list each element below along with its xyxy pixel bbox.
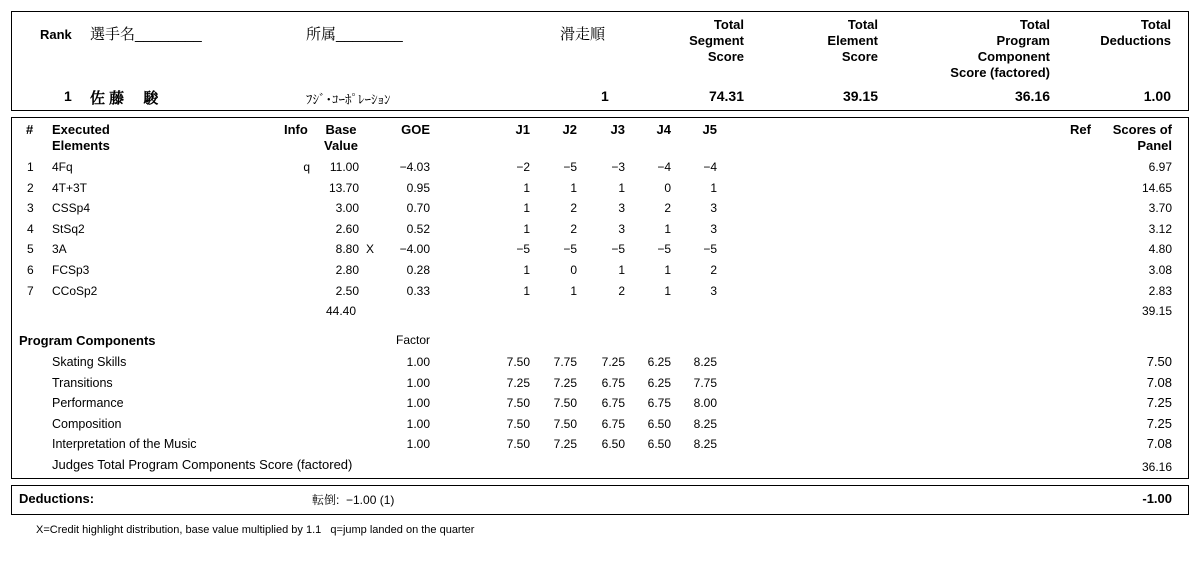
component-name: Composition bbox=[52, 416, 122, 431]
element-judge-3: 1 bbox=[618, 263, 625, 277]
components-total-value: 36.16 bbox=[1141, 460, 1172, 474]
deductions-value: -1.00 bbox=[1142, 491, 1172, 506]
element-name: CSSp4 bbox=[52, 201, 91, 216]
element-judge-3: 1 bbox=[618, 180, 625, 195]
components-total-label: Judges Total Program Components Score (factored) bbox=[52, 457, 353, 472]
skater-pcs: 36.16 bbox=[1014, 88, 1050, 104]
element-judge-2: 2 bbox=[570, 201, 577, 216]
element-panel-score: 4.80 bbox=[1148, 242, 1172, 257]
element-goe: −4.00 bbox=[399, 242, 430, 257]
component-judge-2: 7.50 bbox=[553, 416, 577, 431]
elements-total-panel: 39.15 bbox=[1141, 304, 1172, 318]
element-judge-1: −5 bbox=[516, 242, 530, 257]
component-judge-3: 7.25 bbox=[601, 355, 625, 369]
element-base: 13.70 bbox=[328, 180, 359, 195]
element-judge-1: 1 bbox=[523, 180, 530, 195]
rank-label: Rank bbox=[40, 27, 72, 42]
element-name: 4T+3T bbox=[52, 180, 88, 195]
element-judge-3: 2 bbox=[618, 283, 625, 298]
skater-tss: 74.31 bbox=[708, 88, 744, 104]
element-judge-5: 3 bbox=[710, 283, 717, 298]
component-judge-4: 6.25 bbox=[647, 375, 671, 390]
col-panel: Scores of Panel bbox=[1112, 122, 1172, 153]
component-factor: 1.00 bbox=[406, 355, 430, 369]
component-judge-3: 6.50 bbox=[601, 437, 625, 452]
element-base: 8.80 bbox=[335, 242, 359, 257]
col-base: Base Value bbox=[324, 122, 358, 153]
component-judge-4: 6.75 bbox=[647, 396, 671, 411]
name-label: 選手名________ bbox=[90, 26, 202, 43]
col-goe: GOE bbox=[401, 122, 430, 137]
element-num: 6 bbox=[27, 263, 34, 277]
element-judge-1: 1 bbox=[523, 221, 530, 236]
element-judge-2: 1 bbox=[570, 180, 577, 195]
component-judge-3: 6.75 bbox=[601, 375, 625, 390]
element-name: StSq2 bbox=[52, 221, 85, 236]
col-j3: J3 bbox=[610, 122, 625, 137]
element-judge-5: 3 bbox=[710, 201, 717, 216]
element-goe: 0.70 bbox=[406, 201, 430, 216]
element-num: 2 bbox=[27, 180, 34, 195]
element-judge-4: 1 bbox=[664, 283, 671, 298]
component-judge-4: 6.50 bbox=[647, 437, 671, 452]
component-judge-2: 7.25 bbox=[553, 375, 577, 390]
element-name: CCoSp2 bbox=[52, 283, 98, 298]
col-j5: J5 bbox=[702, 122, 717, 137]
col-j2: J2 bbox=[562, 122, 577, 137]
element-judge-4: −4 bbox=[657, 160, 671, 174]
element-panel-score: 14.65 bbox=[1141, 180, 1172, 195]
element-name: FCSp3 bbox=[52, 263, 90, 277]
col-j1: J1 bbox=[515, 122, 530, 137]
element-x-mark: X bbox=[366, 242, 375, 257]
element-judge-3: 3 bbox=[618, 221, 625, 236]
element-base: 2.80 bbox=[335, 263, 359, 277]
element-panel-score: 2.83 bbox=[1148, 283, 1172, 298]
element-info: q bbox=[303, 160, 310, 174]
components-factor-label: Factor bbox=[395, 333, 430, 347]
element-panel-score: 3.08 bbox=[1148, 263, 1172, 277]
skater-name: 佐 藤 駿 bbox=[90, 90, 159, 107]
component-judge-2: 7.25 bbox=[553, 437, 577, 452]
element-judge-5: −5 bbox=[703, 242, 717, 257]
element-num: 5 bbox=[27, 242, 34, 257]
component-judge-1: 7.50 bbox=[506, 396, 530, 411]
element-num: 1 bbox=[27, 160, 34, 174]
element-panel-score: 3.70 bbox=[1148, 201, 1172, 216]
skater-ded: 1.00 bbox=[1143, 88, 1171, 104]
element-judge-5: 3 bbox=[710, 221, 717, 236]
element-judge-2: −5 bbox=[563, 242, 577, 257]
ded-label: Total Deductions bbox=[1100, 17, 1171, 48]
component-judge-3: 6.75 bbox=[601, 416, 625, 431]
element-goe: −4.03 bbox=[399, 160, 430, 174]
element-judge-4: 1 bbox=[664, 263, 671, 277]
element-judge-3: −5 bbox=[611, 242, 625, 257]
deductions-label: Deductions: bbox=[19, 491, 95, 506]
element-judge-4: 2 bbox=[664, 201, 671, 216]
element-judge-1: −2 bbox=[516, 160, 530, 174]
component-panel-score: 7.08 bbox=[1146, 374, 1172, 390]
element-panel-score: 6.97 bbox=[1148, 160, 1172, 174]
element-base: 11.00 bbox=[329, 160, 359, 174]
element-judge-1: 1 bbox=[523, 201, 530, 216]
element-judge-5: 1 bbox=[710, 180, 717, 195]
col-j4: J4 bbox=[656, 122, 671, 137]
element-judge-1: 1 bbox=[523, 283, 530, 298]
element-judge-3: −3 bbox=[611, 160, 625, 174]
components-title: Program Components bbox=[19, 333, 156, 348]
component-factor: 1.00 bbox=[406, 437, 430, 452]
component-judge-2: 7.75 bbox=[553, 355, 577, 369]
element-judge-4: 0 bbox=[664, 180, 671, 195]
component-name: Performance bbox=[52, 396, 124, 411]
component-panel-score: 7.50 bbox=[1146, 354, 1172, 369]
order-label: 滑走順 bbox=[560, 26, 606, 43]
element-base: 2.50 bbox=[335, 283, 359, 298]
skater-club: ﾌｼﾞ･ｺｰﾎﾟﾚｰｼｮﾝ bbox=[306, 92, 391, 107]
pcs-label: Total Program Component Score (factored) bbox=[950, 17, 1050, 80]
footnote: X=Credit highlight distribution, base value multiplied by 1.1 q=jump landed on the quarter bbox=[36, 524, 475, 536]
club-label: 所属________ bbox=[306, 26, 403, 43]
col-num: # bbox=[26, 122, 34, 137]
element-num: 7 bbox=[27, 283, 34, 298]
component-judge-1: 7.50 bbox=[506, 437, 530, 452]
element-num: 3 bbox=[27, 201, 34, 216]
element-name: 4Fq bbox=[52, 160, 73, 174]
element-judge-3: 3 bbox=[618, 201, 625, 216]
component-judge-1: 7.25 bbox=[506, 375, 530, 390]
element-base: 3.00 bbox=[335, 201, 359, 216]
element-num: 4 bbox=[27, 221, 34, 236]
component-name: Skating Skills bbox=[52, 355, 127, 369]
element-judge-4: 1 bbox=[664, 221, 671, 236]
component-judge-5: 8.00 bbox=[693, 396, 717, 411]
col-info: Info bbox=[284, 122, 308, 137]
component-judge-1: 7.50 bbox=[506, 355, 530, 369]
component-name: Interpretation of the Music bbox=[52, 437, 197, 452]
skater-order: 1 bbox=[601, 88, 609, 104]
element-judge-4: −5 bbox=[657, 242, 671, 257]
col-ref: Ref bbox=[1070, 122, 1091, 137]
component-factor: 1.00 bbox=[406, 375, 430, 390]
component-judge-1: 7.50 bbox=[506, 416, 530, 431]
tes-label: Total Element Score bbox=[827, 17, 878, 64]
component-judge-5: 8.25 bbox=[693, 437, 717, 452]
element-goe: 0.52 bbox=[406, 221, 430, 236]
element-goe: 0.95 bbox=[406, 180, 430, 195]
deductions-box bbox=[11, 485, 1189, 515]
component-judge-5: 8.25 bbox=[693, 355, 717, 369]
element-judge-2: 1 bbox=[570, 283, 577, 298]
col-elements: Executed Elements bbox=[52, 122, 110, 153]
element-goe: 0.33 bbox=[406, 283, 430, 298]
component-judge-4: 6.25 bbox=[647, 355, 671, 369]
component-name: Transitions bbox=[52, 375, 113, 390]
element-judge-1: 1 bbox=[523, 263, 530, 277]
component-judge-3: 6.75 bbox=[601, 396, 625, 411]
skater-tes: 39.15 bbox=[842, 88, 878, 104]
component-panel-score: 7.25 bbox=[1146, 415, 1172, 431]
component-judge-2: 7.50 bbox=[553, 396, 577, 411]
skater-rank: 1 bbox=[64, 88, 72, 104]
element-judge-2: 0 bbox=[570, 263, 577, 277]
deductions-detail: 転倒: −1.00 (1) bbox=[312, 493, 395, 507]
component-judge-4: 6.50 bbox=[647, 416, 671, 431]
elements-total-base: 44.40 bbox=[325, 304, 357, 318]
element-goe: 0.28 bbox=[406, 263, 430, 277]
tss-label: Total Segment Score bbox=[689, 17, 744, 64]
element-judge-2: −5 bbox=[563, 160, 577, 174]
component-factor: 1.00 bbox=[406, 396, 430, 411]
element-base: 2.60 bbox=[335, 221, 359, 236]
component-judge-5: 8.25 bbox=[693, 416, 717, 431]
component-panel-score: 7.08 bbox=[1146, 436, 1172, 452]
element-judge-2: 2 bbox=[570, 221, 577, 236]
element-panel-score: 3.12 bbox=[1148, 221, 1172, 236]
component-judge-5: 7.75 bbox=[693, 375, 717, 390]
element-name: 3A bbox=[52, 242, 67, 257]
element-judge-5: 2 bbox=[710, 263, 717, 277]
element-judge-5: −4 bbox=[703, 160, 717, 174]
component-panel-score: 7.25 bbox=[1146, 395, 1172, 411]
component-factor: 1.00 bbox=[406, 416, 430, 431]
